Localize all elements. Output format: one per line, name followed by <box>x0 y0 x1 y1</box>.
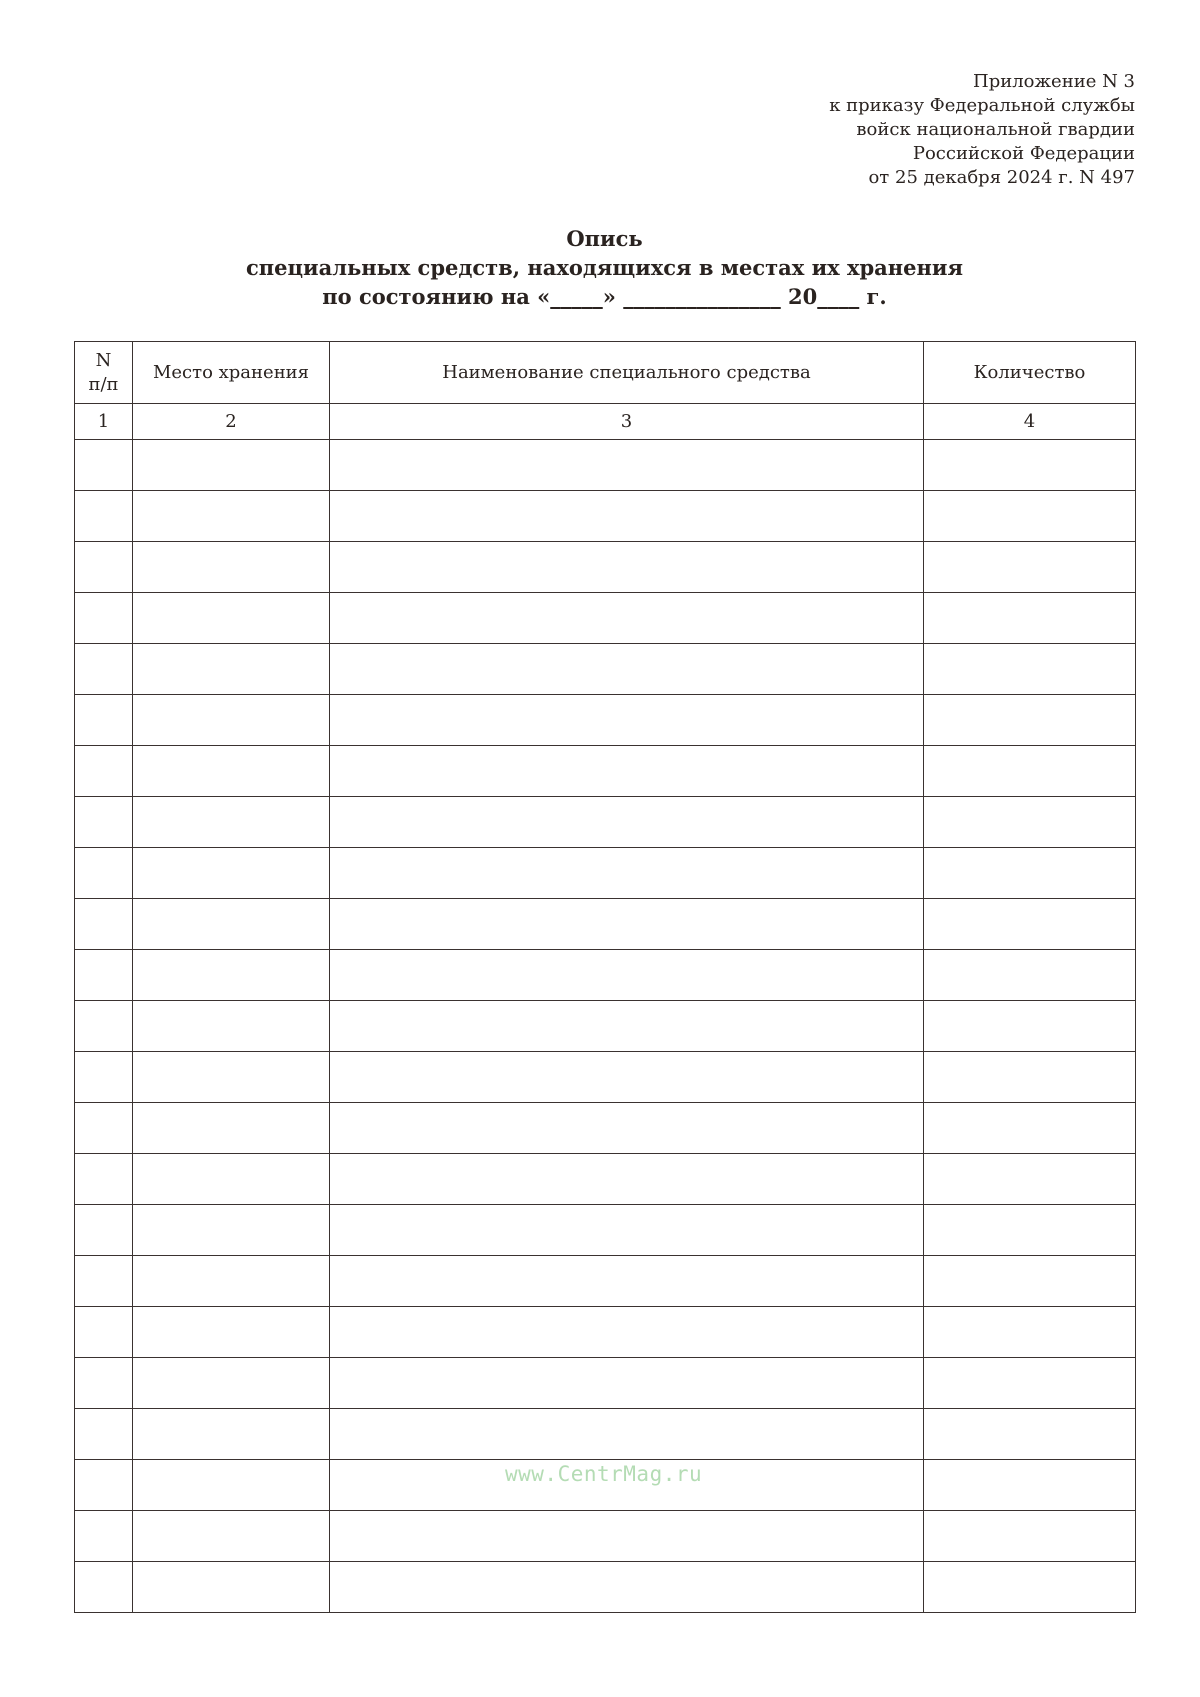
column-number: 1 <box>75 404 133 440</box>
cell-storage-place[interactable] <box>133 1409 330 1460</box>
table-row <box>75 491 1136 542</box>
cell-quantity[interactable] <box>924 1154 1136 1205</box>
cell-item-name[interactable] <box>330 1256 924 1307</box>
table-row <box>75 1154 1136 1205</box>
table-row <box>75 848 1136 899</box>
cell-number[interactable] <box>75 1307 133 1358</box>
cell-number[interactable] <box>75 950 133 1001</box>
cell-item-name[interactable] <box>330 440 924 491</box>
table-row <box>75 899 1136 950</box>
cell-storage-place[interactable] <box>133 1358 330 1409</box>
document-title <box>0 224 1200 311</box>
table-row <box>75 797 1136 848</box>
cell-number[interactable] <box>75 491 133 542</box>
cell-number[interactable] <box>75 797 133 848</box>
cell-quantity[interactable] <box>924 440 1136 491</box>
cell-quantity[interactable] <box>924 1205 1136 1256</box>
cell-quantity[interactable] <box>924 1358 1136 1409</box>
cell-quantity[interactable] <box>924 593 1136 644</box>
cell-quantity[interactable] <box>924 695 1136 746</box>
watermark: www.CentrMag.ru <box>505 1462 703 1486</box>
cell-storage-place[interactable] <box>133 746 330 797</box>
header-storage-place: Место хранения <box>133 342 330 404</box>
cell-item-name[interactable] <box>330 1409 924 1460</box>
cell-storage-place[interactable] <box>133 542 330 593</box>
cell-quantity[interactable] <box>924 1562 1136 1613</box>
cell-item-name[interactable] <box>330 1001 924 1052</box>
column-number-row <box>75 404 1136 440</box>
cell-number[interactable] <box>75 695 133 746</box>
cell-number[interactable] <box>75 1460 133 1511</box>
cell-number[interactable] <box>75 1256 133 1307</box>
cell-quantity[interactable] <box>924 1103 1136 1154</box>
cell-item-name[interactable] <box>330 899 924 950</box>
table-row <box>75 1205 1136 1256</box>
cell-item-name[interactable] <box>330 1205 924 1256</box>
cell-storage-place[interactable] <box>133 1052 330 1103</box>
table-row <box>75 1562 1136 1613</box>
cell-item-name[interactable] <box>330 1103 924 1154</box>
table-row <box>75 1307 1136 1358</box>
cell-storage-place[interactable] <box>133 440 330 491</box>
appendix-reference <box>829 70 1135 190</box>
table-row <box>75 695 1136 746</box>
cell-storage-place[interactable] <box>133 1205 330 1256</box>
table-row <box>75 644 1136 695</box>
cell-quantity[interactable] <box>924 1307 1136 1358</box>
cell-quantity[interactable] <box>924 1409 1136 1460</box>
cell-storage-place[interactable] <box>133 593 330 644</box>
cell-quantity[interactable] <box>924 950 1136 1001</box>
cell-number[interactable] <box>75 440 133 491</box>
cell-quantity[interactable] <box>924 1460 1136 1511</box>
cell-number[interactable] <box>75 1562 133 1613</box>
cell-quantity[interactable] <box>924 491 1136 542</box>
cell-number[interactable] <box>75 1409 133 1460</box>
cell-item-name[interactable] <box>330 593 924 644</box>
cell-item-name[interactable] <box>330 695 924 746</box>
column-number: 3 <box>330 404 924 440</box>
table-row <box>75 1358 1136 1409</box>
header-item-name: Наименование специального средства <box>330 342 924 404</box>
title-line-3: по состоянию на «_____» _______________ 20____ г. <box>322 284 887 309</box>
cell-number[interactable] <box>75 899 133 950</box>
cell-storage-place[interactable] <box>133 899 330 950</box>
cell-number[interactable] <box>75 644 133 695</box>
header-row <box>75 342 1136 404</box>
cell-number[interactable] <box>75 593 133 644</box>
table-row <box>75 950 1136 1001</box>
cell-number[interactable] <box>75 1205 133 1256</box>
cell-item-name[interactable] <box>330 1358 924 1409</box>
cell-number[interactable] <box>75 1358 133 1409</box>
cell-storage-place[interactable] <box>133 1562 330 1613</box>
cell-storage-place[interactable] <box>133 950 330 1001</box>
cell-number[interactable] <box>75 1052 133 1103</box>
table-row <box>75 593 1136 644</box>
table-row <box>75 1103 1136 1154</box>
cell-quantity[interactable] <box>924 1256 1136 1307</box>
cell-storage-place[interactable] <box>133 1103 330 1154</box>
cell-item-name[interactable] <box>330 1511 924 1562</box>
appendix-line: от 25 декабря 2024 г. N 497 <box>868 167 1135 188</box>
cell-item-name[interactable] <box>330 491 924 542</box>
column-number: 2 <box>133 404 330 440</box>
appendix-line: Российской Федерации <box>912 143 1135 164</box>
cell-item-name[interactable] <box>330 746 924 797</box>
table-row <box>75 1511 1136 1562</box>
cell-number[interactable] <box>75 542 133 593</box>
cell-quantity[interactable] <box>924 1052 1136 1103</box>
cell-item-name[interactable] <box>330 542 924 593</box>
cell-item-name[interactable] <box>330 950 924 1001</box>
header-quantity: Количество <box>924 342 1136 404</box>
appendix-line: Приложение N 3 <box>973 71 1135 92</box>
cell-storage-place[interactable] <box>133 1256 330 1307</box>
cell-storage-place[interactable] <box>133 1154 330 1205</box>
cell-storage-place[interactable] <box>133 491 330 542</box>
cell-quantity[interactable] <box>924 644 1136 695</box>
cell-quantity[interactable] <box>924 542 1136 593</box>
cell-storage-place[interactable] <box>133 1511 330 1562</box>
cell-quantity[interactable] <box>924 848 1136 899</box>
appendix-line: к приказу Федеральной службы <box>829 95 1135 116</box>
cell-item-name[interactable] <box>330 1307 924 1358</box>
header-number: N п/п <box>75 342 133 404</box>
table-body <box>75 440 1136 1613</box>
cell-quantity[interactable] <box>924 746 1136 797</box>
cell-storage-place[interactable] <box>133 1001 330 1052</box>
cell-storage-place[interactable] <box>133 1460 330 1511</box>
cell-quantity[interactable] <box>924 1511 1136 1562</box>
cell-quantity[interactable] <box>924 899 1136 950</box>
table-row <box>75 542 1136 593</box>
cell-storage-place[interactable] <box>133 797 330 848</box>
cell-item-name[interactable] <box>330 1154 924 1205</box>
cell-quantity[interactable] <box>924 797 1136 848</box>
cell-storage-place[interactable] <box>133 695 330 746</box>
table-row <box>75 746 1136 797</box>
cell-number[interactable] <box>75 1103 133 1154</box>
title-line-2: специальных средств, находящихся в местах их хранения <box>246 255 963 280</box>
cell-item-name[interactable] <box>330 797 924 848</box>
inventory-table <box>74 341 1136 1613</box>
cell-number[interactable] <box>75 1001 133 1052</box>
cell-item-name[interactable] <box>330 644 924 695</box>
table-row <box>75 1409 1136 1460</box>
title-line-1: Опись <box>566 226 643 251</box>
cell-number[interactable] <box>75 848 133 899</box>
cell-storage-place[interactable] <box>133 644 330 695</box>
cell-item-name[interactable] <box>330 1052 924 1103</box>
cell-number[interactable] <box>75 1154 133 1205</box>
table-row <box>75 1001 1136 1052</box>
cell-item-name[interactable] <box>330 848 924 899</box>
column-number: 4 <box>924 404 1136 440</box>
cell-item-name[interactable] <box>330 1562 924 1613</box>
cell-quantity[interactable] <box>924 1001 1136 1052</box>
cell-number[interactable] <box>75 746 133 797</box>
appendix-line: войск национальной гвардии <box>856 119 1135 140</box>
table-row <box>75 1256 1136 1307</box>
cell-number[interactable] <box>75 1511 133 1562</box>
cell-storage-place[interactable] <box>133 1307 330 1358</box>
cell-storage-place[interactable] <box>133 848 330 899</box>
table-row <box>75 1052 1136 1103</box>
table-row <box>75 440 1136 491</box>
